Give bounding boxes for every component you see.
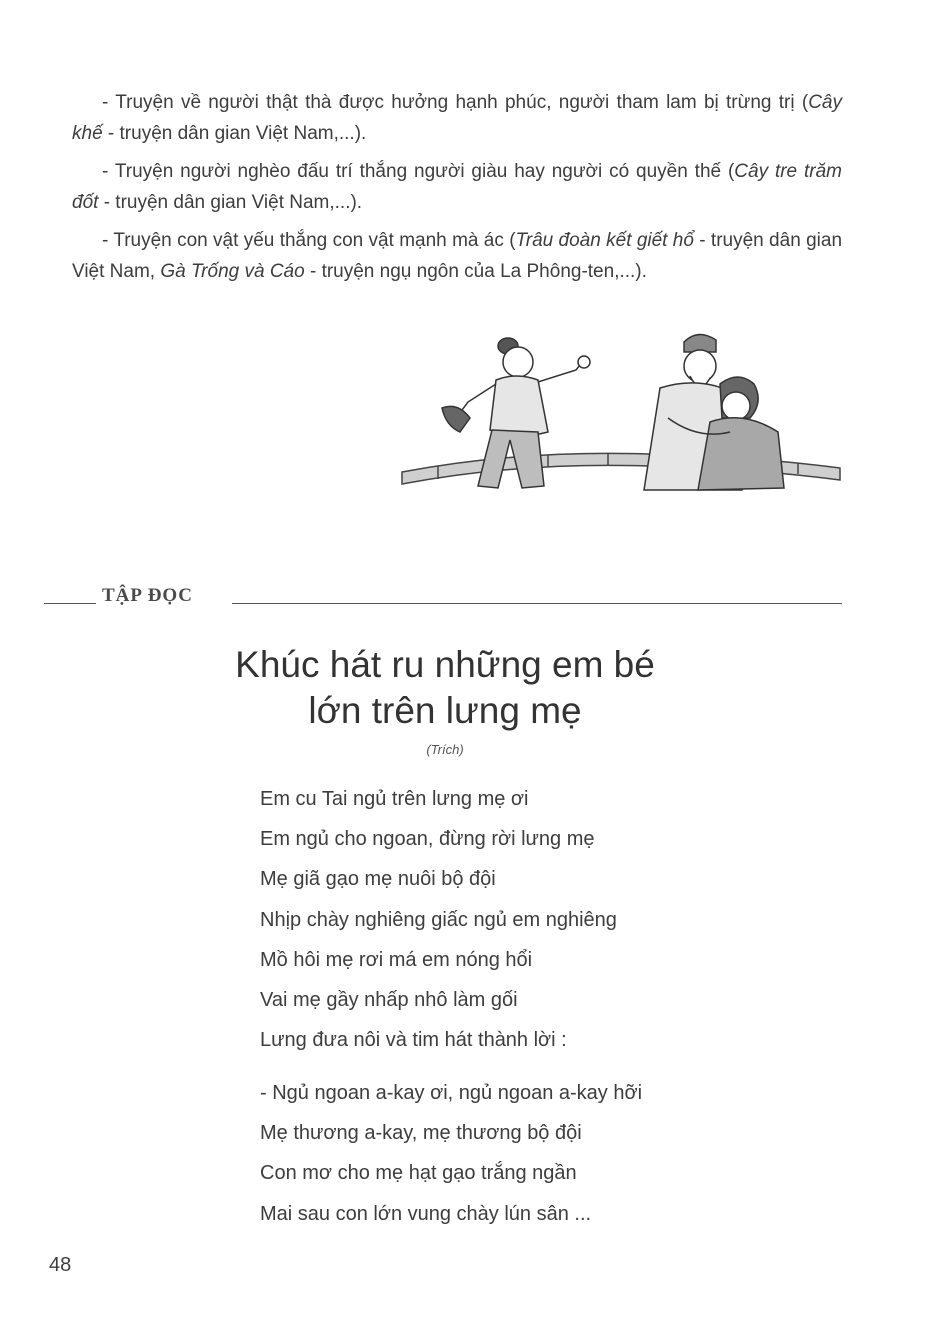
poem-line: Em cu Tai ngủ trên lưng mẹ ơi	[260, 788, 529, 810]
poem-title-line-1: Khúc hát ru những em bé	[235, 644, 655, 685]
poem-stanza-1	[260, 779, 820, 1060]
poem-title	[0, 642, 890, 734]
story-illustration	[398, 322, 844, 500]
poem-line: Mai sau con lớn vung chày lún sân ...	[260, 1202, 592, 1225]
poem-line: - Ngủ ngoan a-kay ơi, ngủ ngoan a-kay hỡi	[260, 1082, 643, 1104]
poem-line: Em ngủ cho ngoan, đừng rời lưng mẹ	[260, 828, 595, 851]
section-rule-left	[44, 603, 96, 604]
poem-note: (Trích)	[426, 742, 464, 757]
poem-line: Con mơ cho mẹ hạt gạo trắng ngần	[260, 1162, 577, 1185]
intro-paragraph-1: - Truyện về người thật thà được hưởng hạnh phúc, người tham lam bị trừng trị (Cây khế - truyện dân gian Việt Nam,...).	[72, 92, 842, 144]
poem-line: Mẹ thương a-kay, mẹ thương bộ đội	[260, 1122, 582, 1145]
page-number: 48	[49, 1254, 72, 1276]
poem-stanza-2	[260, 1073, 820, 1234]
section-label: TẬP ĐỌC	[102, 585, 193, 606]
poem-line: Lưng đưa nôi và tim hát thành lời :	[260, 1029, 567, 1052]
poem-line: Vai mẹ gầy nhấp nhô làm gối	[260, 989, 518, 1012]
old-man-and-child-icon	[644, 334, 784, 490]
intro-paragraph-3: - Truyện con vật yếu thắng con vật mạnh mà ác (Trâu đoàn kết giết hổ - truyện dân gian Việt Nam, Gà Trống và Cáo - truyện ngụ ngôn của La Phông-ten,...).	[72, 230, 843, 282]
poem-line: Nhịp chày nghiêng giấc ngủ em nghiêng	[260, 908, 617, 931]
intro-paragraph-2: - Truyện người nghèo đấu trí thắng người giàu hay người có quyền thế (Cây tre trăm đốt - truyện dân gian Việt Nam,...).	[72, 161, 842, 213]
section-rule-right	[232, 603, 842, 604]
poem-line: Mồ hôi mẹ rơi má em nóng hổi	[260, 948, 533, 971]
poem-line: Mẹ giã gạo mẹ nuôi bộ đội	[260, 868, 496, 891]
poem-title-line-2: lớn trên lưng mẹ	[308, 690, 582, 731]
